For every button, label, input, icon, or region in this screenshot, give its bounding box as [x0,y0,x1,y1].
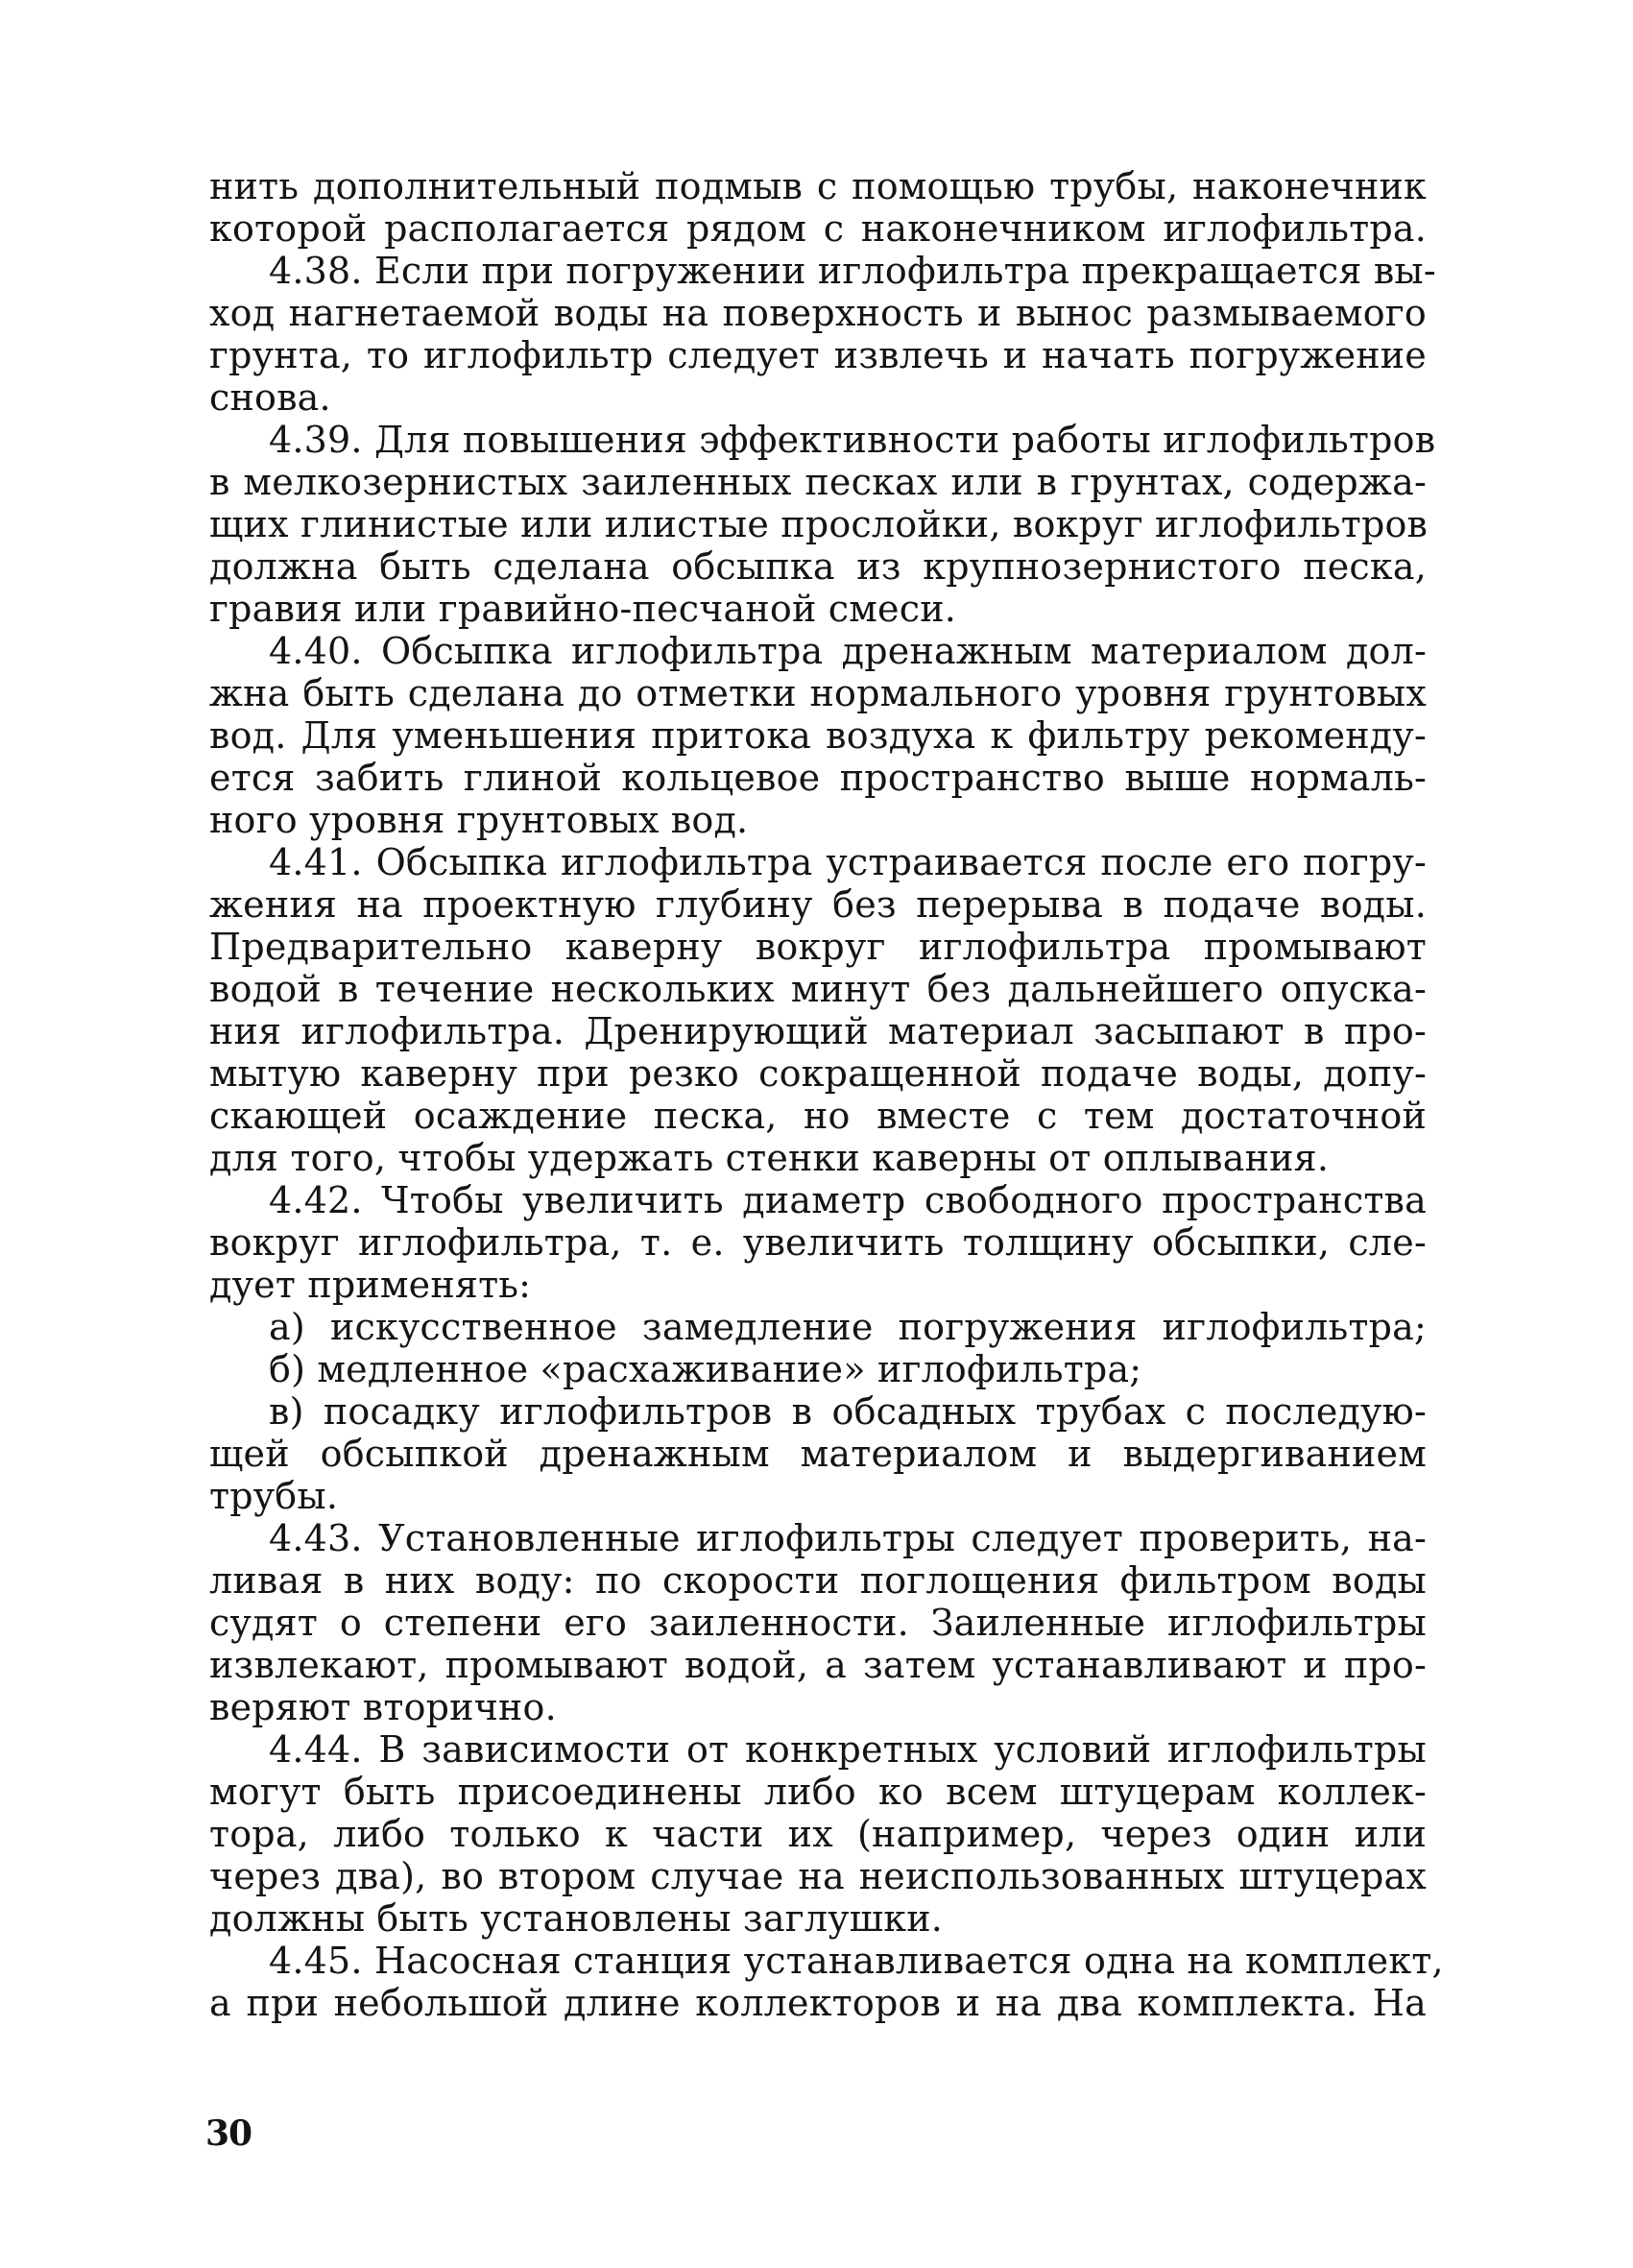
paragraph-start-4-39: 4.39. Для повышения эффективности работы иглофильтров [269,419,1436,461]
text-line: которой располагается рядом с наконечником иглофильтра. [209,207,1427,250]
list-item-c: в) посадку иглофильтров в обсадных трубах с последую- [269,1390,1427,1433]
text-line: жна быть сделана до отметки нормального уровня грунтовых [209,672,1427,714]
text-line: ется забить глиной кольцевое пространство выше нормаль- [209,757,1427,799]
text-line: скающей осаждение песка, но вместе с тем достаточной [209,1095,1427,1137]
text-line: должна быть сделана обсыпка из крупнозернистого песка, [209,545,1427,588]
paragraph-start-4-40: 4.40. Обсыпка иглофильтра дренажным материалом дол- [269,630,1427,672]
text-line: вод. Для уменьшения притока воздуха к фильтру рекоменду- [209,714,1427,757]
paragraph-start-4-38: 4.38. Если при погружении иглофильтра прекращается вы- [269,250,1436,292]
paragraph-start-4-43: 4.43. Установленные иглофильтры следует проверить, на- [269,1517,1427,1559]
text-line: жения на проектную глубину без перерыва в подаче воды. [209,883,1427,926]
text-line: Предварительно каверну вокруг иглофильтра промывают [209,926,1427,968]
text-line: тора, либо только к части их (например, через один или [209,1813,1427,1855]
list-item-a: а) искусственное замедление погружения иглофильтра; [269,1306,1427,1348]
text-line: а при небольшой длине коллекторов и на два комплекта. На [209,1982,1427,2024]
page-number: 30 [205,2113,252,2154]
text-line: снова. [209,376,331,419]
text-line: трубы. [209,1475,339,1517]
paragraph-start-4-45: 4.45. Насосная станция устанавливается одна на комплект, [269,1940,1444,1982]
text-line: щих глинистые или илистые прослойки, вокруг иглофильтров [209,503,1429,545]
text-line: ход нагнетаемой воды на поверхность и вынос размываемого [209,292,1427,334]
text-line: могут быть присоединены либо ко всем штуцерам коллек- [209,1771,1427,1813]
paragraph-start-4-42: 4.42. Чтобы увеличить диаметр свободного пространства [269,1179,1427,1221]
text-line: дует применять: [209,1264,532,1306]
text-line: грунта, то иглофильтр следует извлечь и начать погружение [209,334,1427,376]
text-line: нить дополнительный подмыв с помощью трубы, наконечник [209,165,1427,207]
text-line: ния иглофильтра. Дренирующий материал засыпают в про- [209,1010,1427,1052]
text-line: мытую каверну при резко сокращенной подаче воды, допу- [209,1052,1427,1095]
text-line: судят о степени его заиленности. Заиленные иглофильтры [209,1602,1427,1644]
text-line: водой в течение нескольких минут без дальнейшего опуска- [209,968,1427,1010]
text-line: для того, чтобы удержать стенки каверны от оплывания. [209,1137,1330,1179]
paragraph-start-4-44: 4.44. В зависимости от конкретных условий иглофильтры [269,1728,1427,1771]
text-line: вокруг иглофильтра, т. е. увеличить толщину обсыпки, сле- [209,1221,1427,1264]
body-text [209,165,1444,2024]
list-item-b: б) медленное «расхаживание» иглофильтра; [269,1348,1142,1390]
text-line: ливая в них воду: по скорости поглощения фильтром воды [209,1559,1427,1602]
text-line: гравия или гравийно-песчаной смеси. [209,588,957,630]
text-line: должны быть установлены заглушки. [209,1897,944,1940]
text-line: в мелкозернистых заиленных песках или в грунтах, содержа- [209,461,1427,503]
text-line: щей обсыпкой дренажным материалом и выдергиванием [209,1433,1427,1475]
text-line: ного уровня грунтовых вод. [209,799,749,841]
text-line: извлекают, промывают водой, а затем устанавливают и про- [209,1644,1427,1686]
paragraph-start-4-41: 4.41. Обсыпка иглофильтра устраивается после его погру- [269,841,1427,883]
text-line: веряют вторично. [209,1686,557,1728]
text-line: через два), во втором случае на неиспользованных штуцерах [209,1855,1427,1897]
